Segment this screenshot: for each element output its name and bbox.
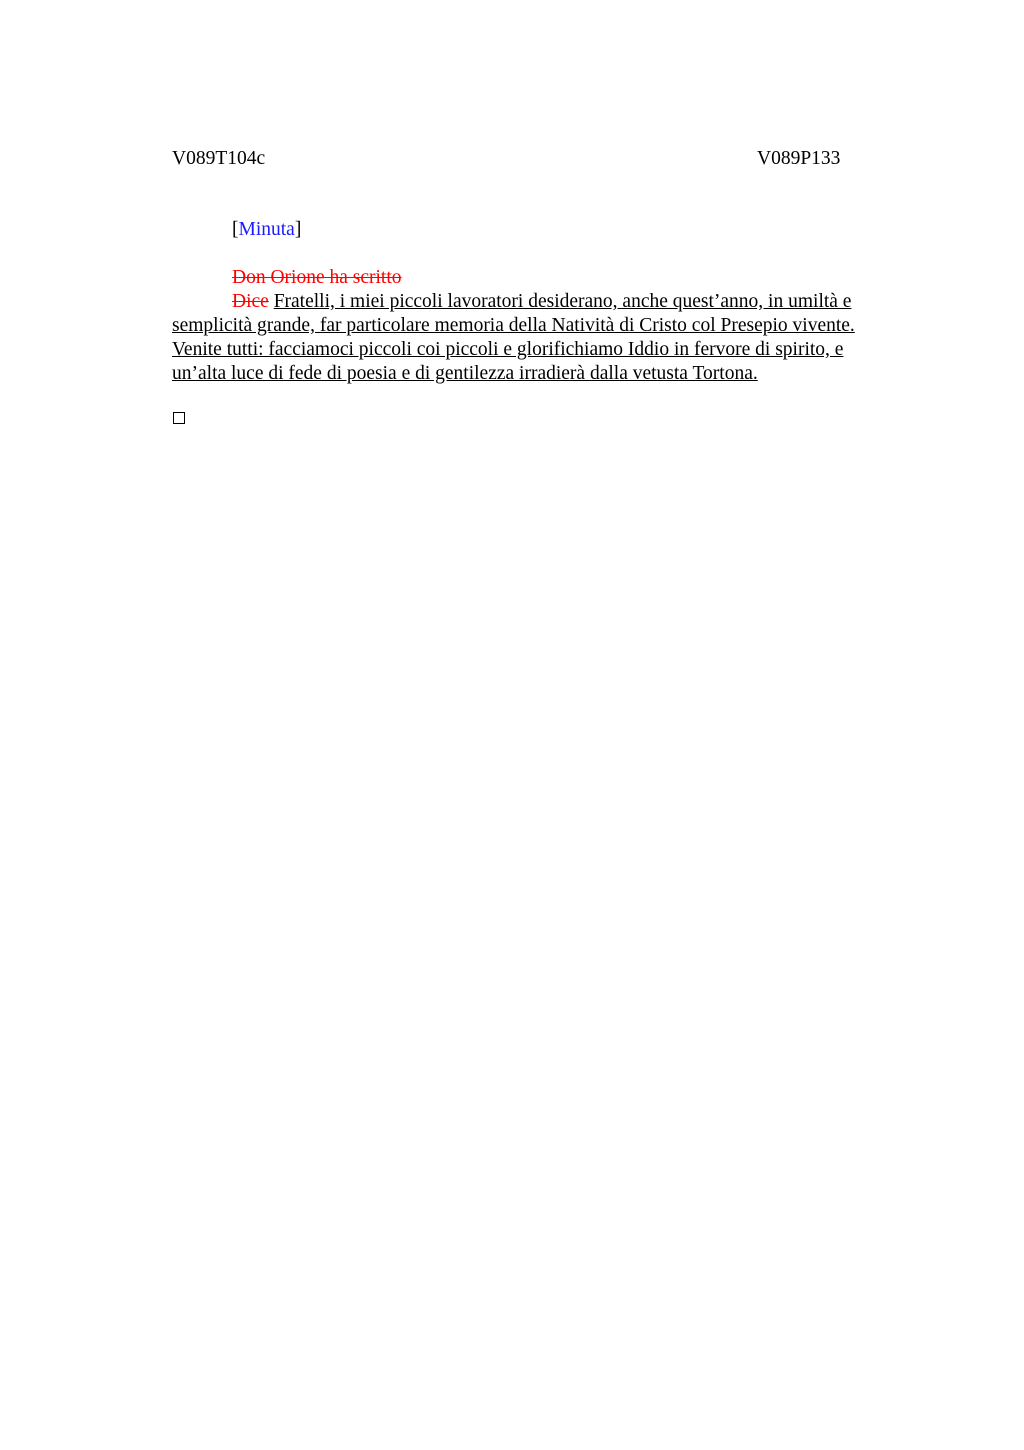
close-bracket: ] [294, 219, 302, 240]
open-bracket: [ [232, 219, 239, 240]
inserted-text-line-1: Fratelli, i miei piccoli lavoratori desiderano, anche quest’anno, in umiltà e [273, 291, 852, 312]
minuta-annotation [232, 218, 301, 242]
paragraph-line-4: un’alta luce di fede di poesia e di gentilezza irradierà dalla vetusta Tortona. [172, 363, 758, 384]
body-paragraph [172, 290, 902, 386]
deleted-heading: Don Orione ha scritto [232, 267, 402, 288]
deleted-word: Dice [232, 291, 269, 312]
checkbox-icon [173, 412, 185, 424]
paragraph-line-2: semplicità grande, far particolare memoria della Natività di Cristo col Presepio vivente. [172, 315, 855, 336]
minuta-label: Minuta [238, 219, 295, 240]
paragraph-line-1 [172, 290, 902, 314]
document-code-left: V089T104c [172, 148, 266, 169]
paragraph-line-3: Venite tutti: facciamoci piccoli coi piccoli e glorifichiamo Iddio in fervore di spirito, e [172, 339, 844, 360]
document-code-right: V089P133 [757, 148, 841, 169]
